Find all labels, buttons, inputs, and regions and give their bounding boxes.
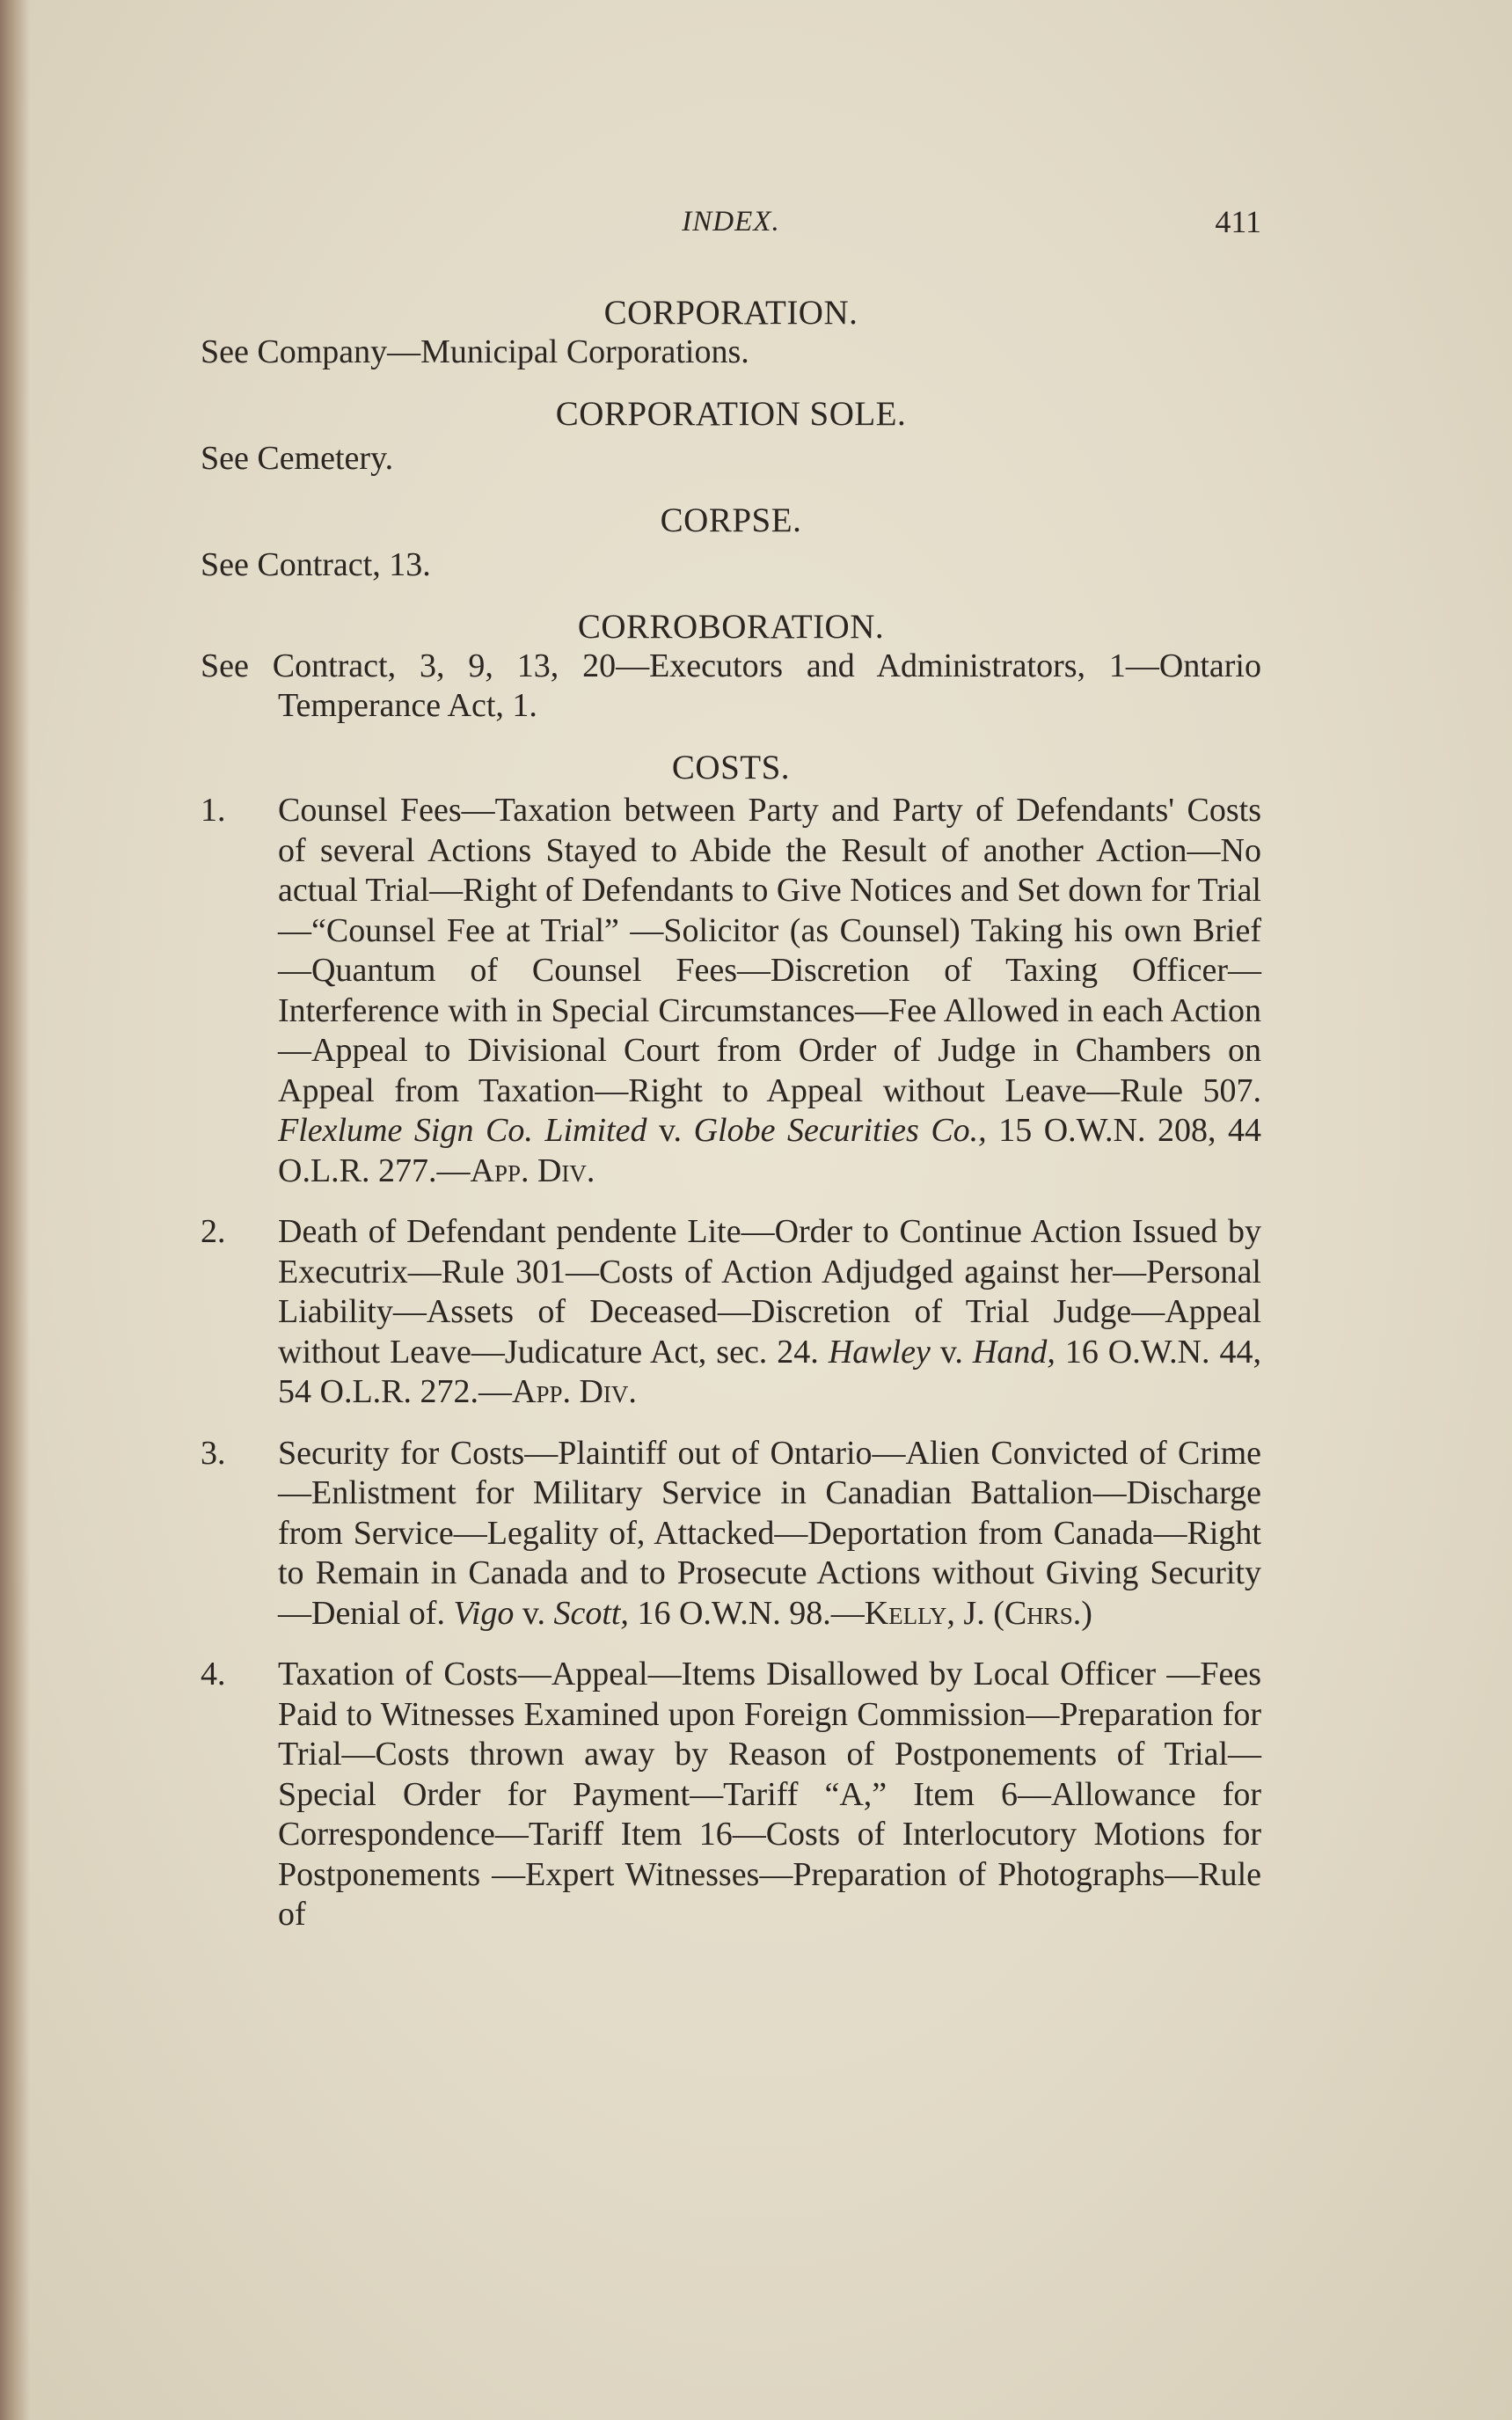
- heading-corroboration: CORROBORATION.: [577, 608, 885, 646]
- heading-corporation: CORPORATION.: [603, 294, 858, 332]
- heading-costs: COSTS.: [671, 749, 791, 786]
- page-number: 411: [1215, 204, 1261, 239]
- entry-text: Counsel Fees—Taxation between Party and Party of Defendants' Costs of several Actions Stayed to Abide the Result of another Action—No actual Trial—Right of Defendants to Give Notices and Set down for Trial—“Counsel Fee at Trial” —Solicitor (as Counsel) Taking his own Brief—Quantum of Counsel Fees—Discretion of Taxing Officer—Interference with in Special Circumstances—Fee Allowed in each Action—Appeal to Divisional Court from Order of Judge in Chambers on Appeal from Taxation—Right to Appeal without Leave—Rule 507.: [278, 792, 1261, 1109]
- entry-number: 4.: [201, 1656, 226, 1693]
- cross-reference-corroboration: See Contract, 3, 9, 13, 20—Executors and Administrators, 1—Ontario Temperance Act, 1.: [201, 647, 1261, 724]
- case-name-plaintiff: Hawley: [828, 1333, 931, 1371]
- entry-number: 2.: [201, 1213, 226, 1250]
- costs-entry-3: [201, 1434, 1261, 1634]
- court-designation: Kelly, J. (Chrs.): [864, 1594, 1092, 1632]
- cross-reference-corporation-sole: See Cemetery.: [201, 440, 394, 477]
- cross-reference-corpse: See Contract, 13.: [201, 546, 431, 583]
- costs-entry-2: [201, 1212, 1261, 1413]
- heading-corporation-sole: CORPORATION SOLE.: [555, 395, 907, 433]
- heading-corpse: CORPSE.: [660, 501, 802, 539]
- court-designation: App. Div.: [512, 1373, 637, 1410]
- running-head-title: INDEX.: [682, 206, 780, 238]
- entry-number: 1.: [201, 792, 226, 829]
- entry-text: Security for Costs—Plaintiff out of Ontario—Alien Convicted of Crime—Enlistment for Military Service in Canadian Battalion—Discharge from Service—Legality of, Attacked—Deportation from Canada—Right to Remain in Canada and to Prosecute Actions without Giving Security—Denial of.: [278, 1434, 1261, 1632]
- case-versus: v.: [522, 1594, 545, 1632]
- page-binding-edge: [0, 0, 30, 2420]
- case-name-defendant: Globe Securities Co.,: [693, 1112, 987, 1149]
- entry-number: 3.: [201, 1434, 226, 1472]
- cross-reference-corporation: See Company—Municipal Corporations.: [201, 333, 749, 370]
- case-citation: 15 O.W.N. 208, 44 O.L.R. 277.—: [278, 1112, 1262, 1189]
- costs-entry-1: [201, 791, 1261, 1191]
- running-head: [201, 195, 1261, 248]
- case-name-defendant: Scott,: [553, 1594, 629, 1632]
- page-text-block: [201, 195, 1261, 1935]
- case-citation: 16 O.W.N. 44, 54 O.L.R. 272.—: [278, 1333, 1262, 1410]
- case-name-defendant: Hand,: [972, 1333, 1055, 1371]
- case-name-plaintiff: Vigo: [453, 1594, 515, 1632]
- case-versus: v.: [658, 1112, 683, 1149]
- case-name-plaintiff: Flexlume Sign Co. Limited: [278, 1112, 647, 1149]
- case-citation: 16 O.W.N. 98.—: [637, 1594, 865, 1632]
- costs-entry-4: [201, 1655, 1261, 1935]
- entry-text: Taxation of Costs—Appeal—Items Disallowed by Local Officer —Fees Paid to Witnesses Examined upon Foreign Commission—Preparation for Trial—Costs thrown away by Reason of Postponements of Trial—Special Order for Payment—Tariff “A,” Item 6—Allowance for Correspondence—Tariff Item 16—Costs of Interlocutory Motions for Postponements —Expert Witnesses—Preparation of Photographs—Rule of: [278, 1656, 1261, 1933]
- court-designation: App. Div.: [470, 1152, 595, 1189]
- case-versus: v.: [939, 1333, 963, 1371]
- entry-text: Death of Defendant pendente Lite—Order to Continue Action Issued by Executrix—Rule 301—Costs of Action Adjudged against her—Personal Liability—Assets of Deceased—Discretion of Trial Judge—Appeal without Leave—Judicature Act, sec. 24.: [278, 1213, 1261, 1371]
